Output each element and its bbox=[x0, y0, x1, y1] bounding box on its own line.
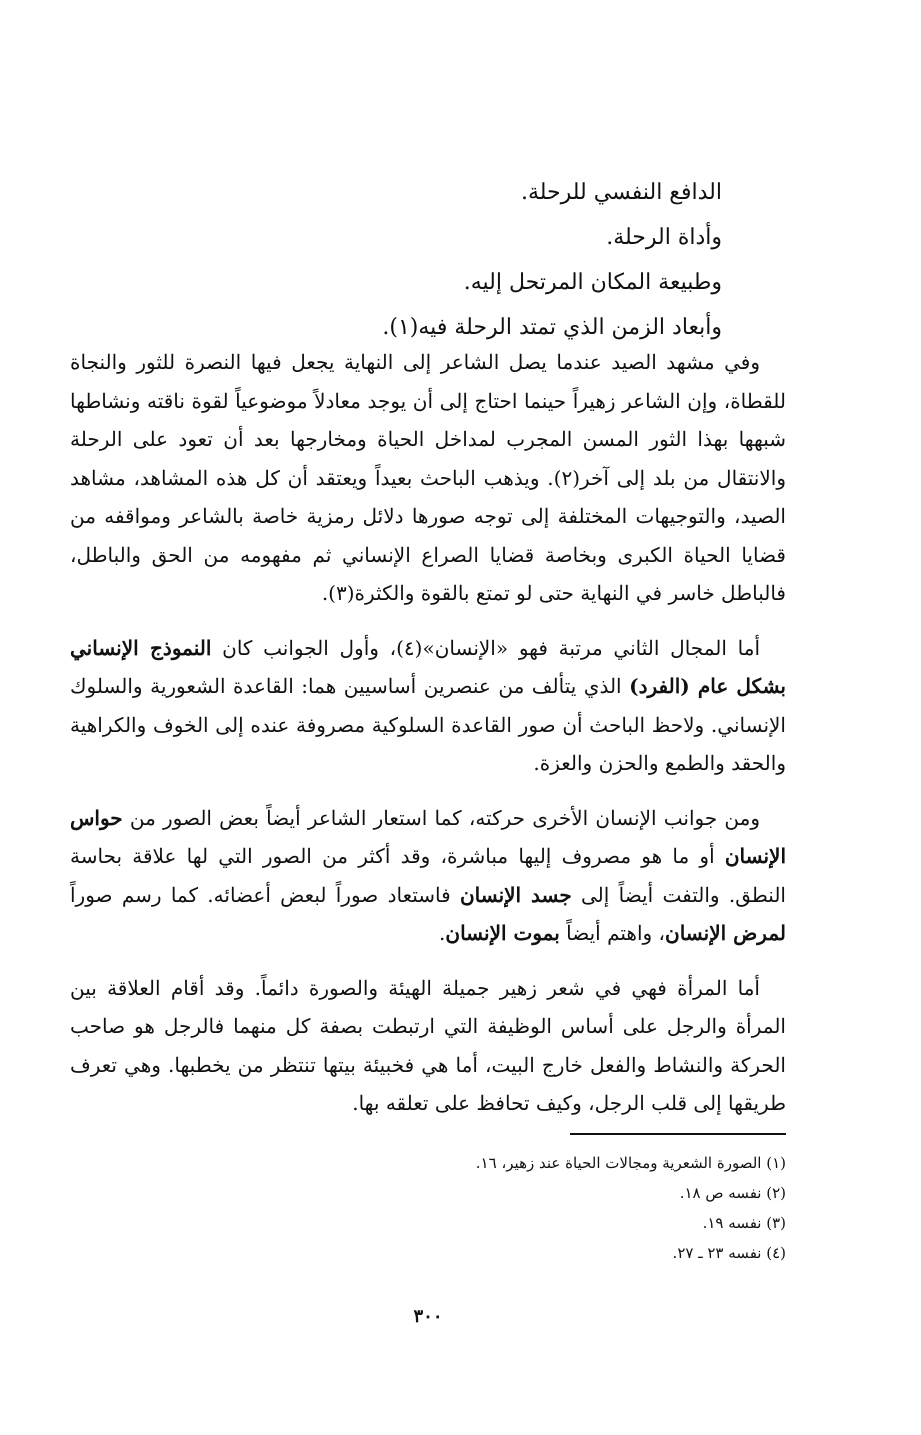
footnote: (٣) نفسه ١٩. bbox=[702, 1214, 786, 1232]
paragraph-woman: أما المرأة فهي في شعر زهير جميلة الهيئة والصورة دائماً. وقد أقام العلاقة بين المرأة والرجل على أساس الوظيفة التي ارتبطت بصفة كل منهما فالرجل هو صاحب الحركة والنشاط والفعل خارج البيت، أما هي فخبيئة بيتها تنتظر من يخطبها. وهي تعرف طريقها إلى قلب الرجل، وكيف تحافظ على تعلقه بها. bbox=[70, 975, 786, 1115]
list bbox=[70, 170, 786, 350]
paragraph-human-domain bbox=[70, 629, 786, 783]
paragraph-text: ، واهتم أيضاً bbox=[559, 921, 665, 945]
body-text bbox=[70, 343, 786, 1139]
list-item: وطبيعة المكان المرتحل إليه. bbox=[463, 270, 722, 295]
paragraph-text: . bbox=[439, 921, 446, 945]
list-item: وأبعاد الزمن الذي تمتد الرحلة فيه(١). bbox=[382, 315, 722, 340]
bold-phrase: لمرض الإنسان bbox=[665, 921, 786, 945]
footnote: (٢) نفسه ص ١٨. bbox=[679, 1184, 786, 1202]
page-number: ٣٠٠ bbox=[413, 1306, 443, 1327]
paragraph-text: ومن جوانب الإنسان الأخرى حركته، كما استعار الشاعر أيضاً بعض الصور من bbox=[122, 805, 760, 830]
bold-phrase: جسد الإنسان bbox=[459, 882, 572, 907]
list-item: وأداة الرحلة. bbox=[606, 225, 722, 250]
bold-phrase: النموذج الإنساني بشكل عام (الفرد) bbox=[70, 635, 786, 698]
footnote: (٤) نفسه ٢٣ ـ ٢٧. bbox=[672, 1244, 786, 1262]
list-item: الدافع النفسي للرحلة. bbox=[520, 180, 722, 205]
footnotes bbox=[70, 1148, 786, 1268]
document-page bbox=[70, 0, 786, 1435]
paragraph-hunting-scene: وفي مشهد الصيد عندما يصل الشاعر إلى النهاية يجعل فيها النصرة للثور والنجاة للقطاة، وإن الشاعر زهيراً حينما احتاج إلى أن يوجد معادلاً موضوعياً لقوة ناقته ونشاطها شبهها بهذا الثور المسن المجرب لمداخل الحياة ومخارجها بعد أن تعود على الرحلة والانتقال من بلد إلى آخر(٢). ويذهب الباحث بعيداً ويعتقد أن كل هذه المشاهد، مشاهد الصيد، والتوجيهات المختلفة إلى توجه صورها دلائل رمزية خاصة بالشاعر ومواقفه من قضايا الحياة الكبرى وبخاصة قضايا الصراع الإنساني ثم مفهومه من الحق والباطل، فالباطل خاسر في النهاية حتى لو تمتع بالقوة والكثرة(٣). bbox=[70, 350, 786, 605]
paragraph-text: أو ما هو مصروف إليها مباشرة، وقد أكثر من الصور التي لها علاقة بحاسة النطق. والتفت أيضاً إلى bbox=[70, 844, 786, 907]
paragraph-text: أما المجال الثاني مرتبة فهو «الإنسان»(٤)، وأول الجوانب كان bbox=[211, 635, 760, 660]
bold-phrase: بموت الإنسان bbox=[445, 921, 560, 945]
footnote: (١) الصورة الشعرية ومجالات الحياة عند زهير، ١٦. bbox=[475, 1154, 786, 1172]
bold-phrase: حواس الإنسان bbox=[70, 805, 786, 868]
footnote-divider bbox=[570, 1133, 786, 1135]
paragraph-text: فاستعاد صوراً لبعض أعضائه. كما رسم صوراً bbox=[70, 882, 460, 907]
paragraph-text: الذي يتألف من عنصرين أساسيين هما: القاعدة الشعورية والسلوك الإنساني. ولاحظ الباحث أن صور القاعدة السلوكية مصروفة عنده إلى الخوف والكراهية والحقد والطمع والحزن والعزة. bbox=[70, 674, 786, 775]
paragraph-human-aspects bbox=[70, 799, 786, 953]
